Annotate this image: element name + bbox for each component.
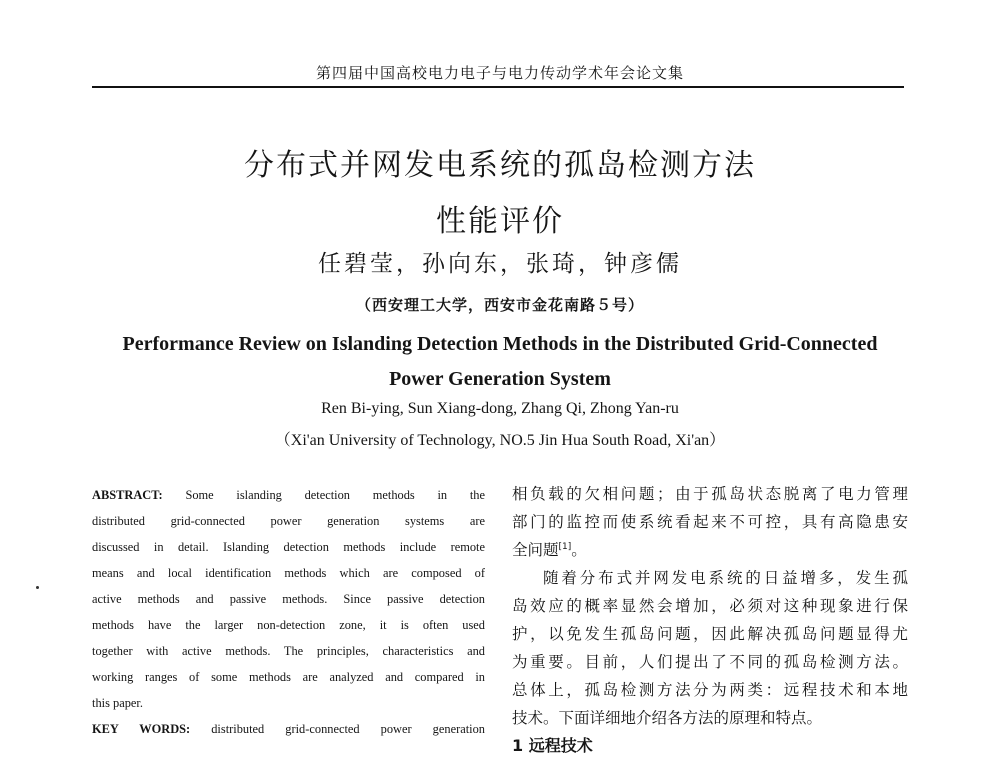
section-heading: 1 远程技术 [512, 736, 593, 755]
keywords-line [92, 716, 485, 742]
abstract-line: working ranges of some methods are analyzed and compared in [92, 670, 485, 684]
abstract-line: together with active methods. The principles, characteristics and [92, 644, 485, 658]
header-rule [92, 86, 904, 88]
proceedings-header: 第四届中国高校电力电子与电力传动学术年会论文集 [315, 64, 684, 82]
body-line: 技术。下面详细地介绍各方法的原理和特点。 [512, 709, 823, 727]
body-line: 相负载的欠相问题；由于孤岛状态脱离了电力管理 [512, 485, 908, 503]
abstract-line [92, 482, 485, 508]
abstract-line: distributed grid-connected power generation systems are [92, 514, 485, 528]
body-text: 全问题 [512, 541, 559, 559]
authors-cn: 任碧莹，孙向东，张琦，钟彦儒 [318, 251, 682, 277]
body-line: 为重要。目前，人们提出了不同的孤岛检测方法。 [512, 653, 908, 671]
body-line: 随着分布式并网发电系统的日益增多，发生孤 [543, 569, 908, 587]
citation-ref: [1] [558, 541, 572, 552]
abstract-column [92, 482, 485, 742]
abstract-line: methods have the larger non-detection zone, it is often used [92, 618, 485, 632]
authors-en: Ren Bi-ying, Sun Xiang-dong, Zhang Qi, Zhong Yan-ru [321, 400, 679, 417]
body-line: 总体上，孤岛检测方法分为两类：远程技术和本地 [512, 681, 908, 699]
body-line [512, 536, 908, 564]
abstract-label: ABSTRACT: [92, 488, 163, 502]
keywords-label: KEY WORDS: [92, 722, 191, 736]
abstract-line: discussed in detail. Islanding detection methods include remote [92, 540, 485, 554]
body-line: 岛效应的概率显然会增加，必须对这种现象进行保 [512, 597, 908, 615]
keywords-text: distributed grid-connected power generation [211, 722, 485, 736]
body-line: 护，以免发生孤岛问题，因此解决孤岛问题显得尤 [512, 625, 908, 643]
affiliation-cn: （西安理工大学，西安市金花南路５号） [355, 296, 644, 314]
title-en-line2: Power Generation System [389, 368, 611, 390]
affiliation-en: （Xi'an University of Technology, NO.5 Jin Hua South Road, Xi'an） [274, 432, 726, 449]
abstract-text: Some islanding detection methods in the [185, 488, 485, 502]
title-en-line1: Performance Review on Islanding Detection Methods in the Distributed Grid-Connected [122, 333, 878, 355]
abstract-line: means and local identification methods which are composed of [92, 566, 485, 580]
scan-speck [36, 586, 39, 589]
abstract-line: this paper. [92, 696, 143, 710]
body-period: 。 [571, 541, 587, 559]
body-column [512, 480, 908, 732]
title-cn-line1: 分布式并网发电系统的孤岛检测方法 [244, 148, 756, 183]
body-line: 部门的监控而使系统看起来不可控，具有高隐患安 [512, 513, 908, 531]
abstract-line: active methods and passive methods. Since passive detection [92, 592, 485, 606]
title-cn-line2: 性能评价 [436, 204, 564, 239]
